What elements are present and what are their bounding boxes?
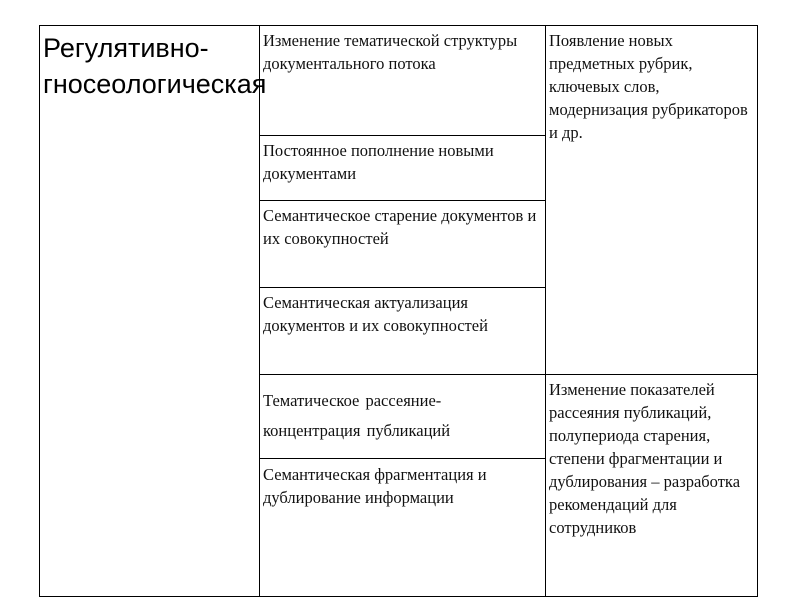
row-divider-1	[259, 135, 546, 136]
effect-cell-2: Изменение показателей рассеяния публикаций, полупериода старения, степени фрагментации и дублирования – разработка рекомендаций для сотрудников	[549, 380, 741, 537]
row-divider-2	[259, 200, 546, 201]
row-divider-4	[259, 374, 758, 375]
row-divider-5	[259, 458, 546, 459]
process-cell-1: Изменение тематической структуры документального потока	[263, 31, 518, 73]
process-cell-3: Семантическое старение документов и их совокупностей	[263, 206, 537, 248]
process-cell-5: Тематическое рассеяние-концентрация публикаций	[263, 391, 451, 440]
process-cell-2: Постоянное пополнение новыми документами	[263, 141, 494, 183]
effect-cell-1: Появление новых предметных рубрик, ключевых слов, модернизация рубрикаторов и др.	[549, 31, 748, 142]
process-cell-6: Семантическая фрагментация и дублирование информации	[263, 465, 487, 507]
row-divider-3	[259, 287, 546, 288]
category-label: Регулятивно-гносеологическая	[43, 33, 267, 99]
process-cell-4: Семантическая актуализация документов и их совокупностей	[263, 293, 488, 335]
process-table	[39, 25, 758, 597]
